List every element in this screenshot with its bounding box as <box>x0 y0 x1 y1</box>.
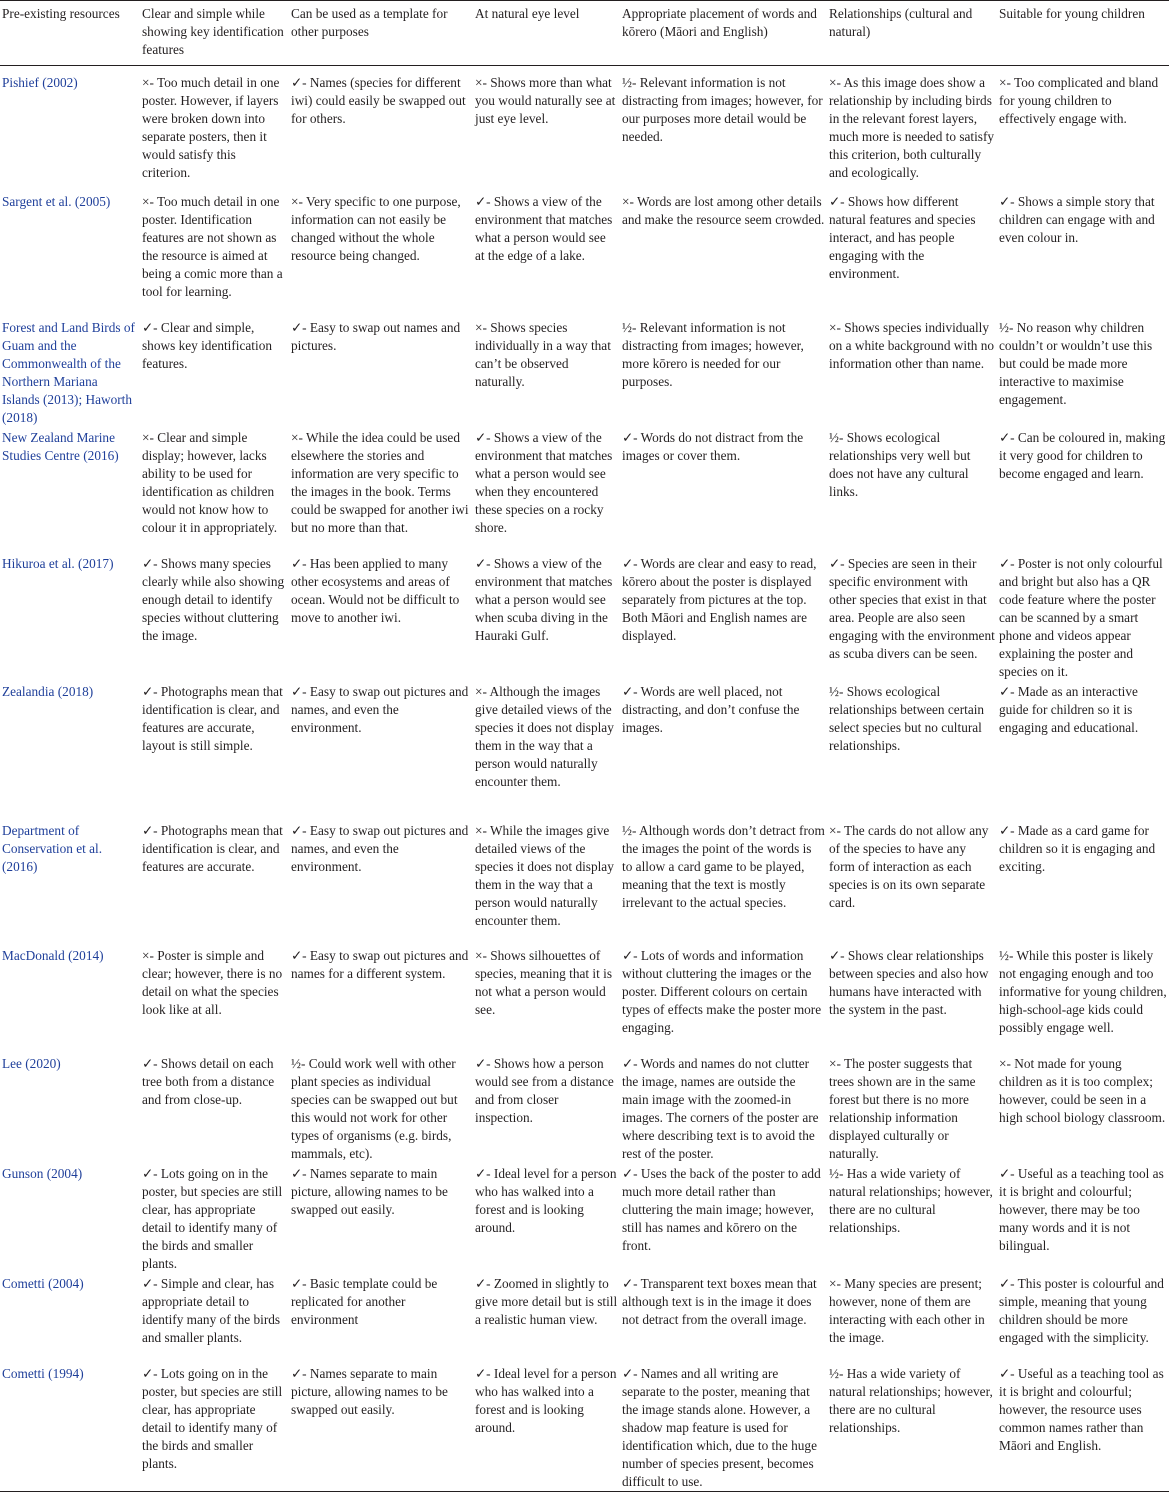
table-cell: ✓- Made as an interactive guide for children so it is engaging and educational. <box>999 683 1139 735</box>
resource-link[interactable]: Lee (2020) <box>2 1055 61 1071</box>
table-cell: ×- Not made for young children as it is too complex; however, could be seen in a high school biology classroom. <box>999 1055 1166 1125</box>
resource-link[interactable]: Pishief (2002) <box>2 75 78 90</box>
table-cell: ✓- Transparent text boxes mean that although text is in the image it does not detract from the overall image. <box>622 1275 817 1327</box>
table-cell: ×- Very specific to one purpose, information can not easily be changed without the whole resource being changed. <box>291 193 461 263</box>
table-cell: ✓- Easy to swap out pictures and names, and even the environment. <box>291 683 469 735</box>
table-cell: ✓- Shows detail on each tree both from a distance and from close-up. <box>142 1055 275 1107</box>
table-cell: ✓- Names separate to main picture, allowing names to be swapped out easily. <box>291 1165 448 1217</box>
table-cell: ✓- Zoomed in slightly to give more detail but is still a realistic human view. <box>475 1275 618 1327</box>
table-row <box>0 553 1169 681</box>
table-cell: ×- Poster is simple and clear; however, there is no detail on what the species look like at all. <box>142 947 283 1017</box>
table-cell: ✓- This poster is colourful and simple, meaning that young children should be more engaged with the simplicity. <box>999 1275 1164 1345</box>
table-cell: ×- Although the images give detailed views of the species it does not display them in the way that a person would naturally encounter them. <box>475 683 614 789</box>
header-pre-existing-resources: Pre-existing resources <box>0 1 140 66</box>
resource-link[interactable]: MacDonald (2014) <box>2 947 104 963</box>
resource-link[interactable]: Gunson (2004) <box>2 1165 83 1181</box>
table-cell: ½- Could work well with other plant species as individual species can be swapped out but this would not work for other types of organisms (e.g. birds, mammals, etc). <box>291 1055 458 1161</box>
table-row <box>0 317 1169 427</box>
resource-link[interactable]: Department of Conservation et al. (2016) <box>2 822 103 874</box>
table-row <box>0 66 1169 191</box>
table-cell: ½- Shows ecological relationships very well but does not have any cultural links. <box>829 429 971 499</box>
table-cell: ✓- Shows how different natural features and species interact, and has people engaging with the environment. <box>829 193 976 281</box>
table-cell: ½- No reason why children couldn’t or wouldn’t use this but could be made more interactive to maximise engagement. <box>999 319 1153 407</box>
table-cell: ✓- Useful as a teaching tool as it is bright and colourful; however, there may be too many words and it is not bilingual. <box>999 1165 1164 1253</box>
table-cell: ×- Clear and simple display; however, lacks ability to be used for identification as children would not know how to colour it in appropriately. <box>142 429 278 535</box>
table-cell: ✓- Has been applied to many other ecosystems and areas of ocean. Would not be difficult to move to another iwi. <box>291 555 460 625</box>
table-cell: ½- Has a wide variety of natural relationships; however, there are no cultural relationships. <box>829 1165 993 1235</box>
table-cell: ✓- Shows a view of the environment that matches what a person would see when they encountered these species on a rocky shore. <box>475 429 613 535</box>
table-cell: ✓- Words do not distract from the images or cover them. <box>622 429 804 463</box>
resource-link[interactable]: Zealandia (2018) <box>2 683 94 699</box>
table-cell: ✓- Names and all writing are separate to the poster, meaning that the image stands alone. However, a shadow map feature is used for identification which, due to the huge number of species present, becomes difficult to use. <box>620 1363 827 1492</box>
table-cell: ½- Although words don’t detract from the images the point of the words is to allow a card game to be played, meaning that the text is mostly irrelevant to the actual species. <box>622 822 825 910</box>
table-cell: ✓- Photographs mean that identification is clear, and features are accurate, layout is still simple. <box>142 683 283 753</box>
resource-link[interactable]: Forest and Land Birds of Guam and the Commonwealth of the Northern Mariana Islands (2013); Haworth (2018) <box>2 319 135 425</box>
table-cell: ✓- Can be coloured in, making it very good for children to become engaged and learn. <box>999 429 1166 481</box>
resource-link[interactable]: Sargent et al. (2005) <box>2 193 111 209</box>
table-cell: ½- Relevant information is not distracting from images; however, for our purposes more detail would be needed. <box>622 75 823 144</box>
table-cell: ✓- Uses the back of the poster to add much more detail rather than cluttering the main image; however, still has names and kōrero on the front. <box>622 1165 821 1253</box>
resource-link[interactable]: Hikuroa et al. (2017) <box>2 555 114 571</box>
table-cell: ×- Shows more than what you would naturally see at just eye level. <box>475 75 616 126</box>
resource-link[interactable]: New Zealand Marine Studies Centre (2016) <box>2 429 119 463</box>
table-cell: ×- While the images give detailed views of the species it does not display them in the way that a person would naturally encounter them. <box>475 822 614 928</box>
table-cell: ✓- Simple and clear, has appropriate detail to identify many of the birds and smaller plants. <box>142 1275 281 1345</box>
table-row <box>0 1363 1169 1492</box>
table-cell: ✓- Easy to swap out names and pictures. <box>291 319 461 353</box>
table-cell: ½- Has a wide variety of natural relationships; however, there are no cultural relationships. <box>827 1363 997 1492</box>
table-row <box>0 820 1169 945</box>
table-row <box>0 1163 1169 1273</box>
table-cell: ✓- Words and names do not clutter the image, names are outside the main image with the zoomed-in images. The corners of the poster are where describing text is to avoid the rest of the poster. <box>622 1055 819 1161</box>
table-cell: ×- The poster suggests that trees shown are in the same forest but there is no more relationship information displayed culturally or naturally. <box>829 1055 976 1161</box>
table-cell: ×- Too complicated and bland for young children to effectively engage with. <box>999 75 1159 126</box>
header-row <box>0 1 1169 66</box>
table-row <box>0 191 1169 317</box>
table-cell: ✓- Names (species for different iwi) could easily be swapped out for others. <box>291 75 466 126</box>
table-row <box>0 1053 1169 1163</box>
resource-link[interactable]: Cometti (1994) <box>0 1363 140 1492</box>
header-placement-of-words: Appropriate placement of words and kōrero (Māori and English) <box>620 1 827 66</box>
header-template: Can be used as a template for other purposes <box>289 1 473 66</box>
table-cell: ✓- Shows a simple story that children can engage with and even colour in. <box>999 193 1155 245</box>
table-cell: ×- Shows silhouettes of species, meaning that it is not what a person would see. <box>475 947 613 1017</box>
table-cell: ×- Shows species individually on a white background with no information other than name. <box>829 319 995 371</box>
table-cell: ½- While this poster is likely not engaging enough and too informative for young children, high-school-age kids could possibly engage well. <box>999 947 1167 1035</box>
header-clear-and-simple: Clear and simple while showing key identification features <box>140 1 289 66</box>
table-cell: ×- The cards do not allow any of the species to have any form of interaction as each species is on its own separate card. <box>829 822 989 910</box>
table-cell: ✓- Ideal level for a person who has walked into a forest and is looking around. <box>475 1165 617 1235</box>
table-cell: ✓- Useful as a teaching tool as it is bright and colourful; however, the resource uses common names rather than Māori and English. <box>997 1363 1169 1492</box>
table-cell: ✓- Basic template could be replicated for another environment <box>291 1275 438 1327</box>
resource-link[interactable]: Cometti (2004) <box>2 1275 84 1291</box>
header-young-children: Suitable for young children <box>997 1 1169 66</box>
table-cell: ✓- Made as a card game for children so it is engaging and exciting. <box>999 822 1156 874</box>
table-cell: ✓- Lots going on in the poster, but species are still clear, has appropriate detail to identify many of the birds and smaller plants. <box>140 1363 289 1492</box>
table-cell: ✓- Clear and simple, shows key identification features. <box>142 319 272 371</box>
table-cell: ×- As this image does show a relationship by including birds in the relevant forest layers, much more is needed to satisfy this criterion, both culturally and ecologically. <box>829 75 995 180</box>
table-cell: ✓- Shows how a person would see from a distance and from closer inspection. <box>475 1055 614 1125</box>
table-cell: ✓- Easy to swap out pictures and names for a different system. <box>291 947 469 981</box>
header-relationships: Relationships (cultural and natural) <box>827 1 997 66</box>
table-cell: ×- Shows species individually in a way that can’t be observed naturally. <box>475 319 611 389</box>
table-cell: ½- Relevant information is not distracting from images; however, more kōrero is needed for our purposes. <box>622 319 804 389</box>
table-cell: ✓- Words are clear and easy to read, kōrero about the poster is displayed separately from pictures at the top. Both Māori and English names are displayed. <box>622 555 817 643</box>
table-cell: ✓- Names separate to main picture, allowing names to be swapped out easily. <box>289 1363 473 1492</box>
table-cell: ✓- Lots of words and information without cluttering the images or the poster. Different colours on certain types of effects make the poster more engaging. <box>622 947 822 1035</box>
table-row <box>0 427 1169 553</box>
table-cell: ✓- Easy to swap out pictures and names, and even the environment. <box>291 822 469 874</box>
table-row <box>0 945 1169 1053</box>
table-row <box>0 681 1169 820</box>
table-cell: ✓- Ideal level for a person who has walked into a forest and is looking around. <box>473 1363 620 1492</box>
table-cell: ✓- Words are well placed, not distracting, and don’t confuse the images. <box>622 683 800 735</box>
table-cell: ✓- Poster is not only colourful and bright but also has a QR code feature where the poster can be scanned by a smart phone and videos appear explaining the poster and species on it. <box>999 555 1163 679</box>
table-cell: ✓- Lots going on in the poster, but species are still clear, has appropriate detail to identify many of the birds and smaller plants. <box>142 1165 283 1271</box>
table-cell: ½- Shows ecological relationships between certain select species but no cultural relationships. <box>829 683 985 753</box>
table-cell: ×- While the idea could be used elsewhere the stories and information are very specific to the images in the book. Terms could be swapped for another iwi but no more than that. <box>291 429 469 535</box>
table-cell: ✓- Shows clear relationships between species and also how humans have interacted with the system in the past. <box>829 947 989 1017</box>
table-row <box>0 1273 1169 1363</box>
table-cell: ✓- Species are seen in their specific environment with other species that exist in that area. People are also seen engaging with the environment as scuba divers can be seen. <box>829 555 995 661</box>
table-cell: ×- Too much detail in one poster. Identification features are not shown as the resource is aimed at being a comic more than a tool for learning. <box>142 193 283 299</box>
table-cell: ✓- Shows many species clearly while also showing enough detail to identify species without cluttering the image. <box>142 555 285 643</box>
table-cell: ✓- Photographs mean that identification is clear, and features are accurate. <box>142 822 283 874</box>
table-cell: ×- Many species are present; however, none of them are interacting with each other in the image. <box>829 1275 985 1345</box>
header-eye-level: At natural eye level <box>473 1 620 66</box>
table-cell: ✓- Shows a view of the environment that matches what a person would see when scuba diving in the Hauraki Gulf. <box>475 555 613 643</box>
table-cell: ×- Too much detail in one poster. However, if layers were broken down into separate posters, then it would satisfy this criterion. <box>142 75 280 180</box>
table-cell: ✓- Shows a view of the environment that matches what a person would see at the edge of a lake. <box>475 193 613 263</box>
table-cell: ×- Words are lost among other details and make the resource seem crowded. <box>622 193 825 227</box>
